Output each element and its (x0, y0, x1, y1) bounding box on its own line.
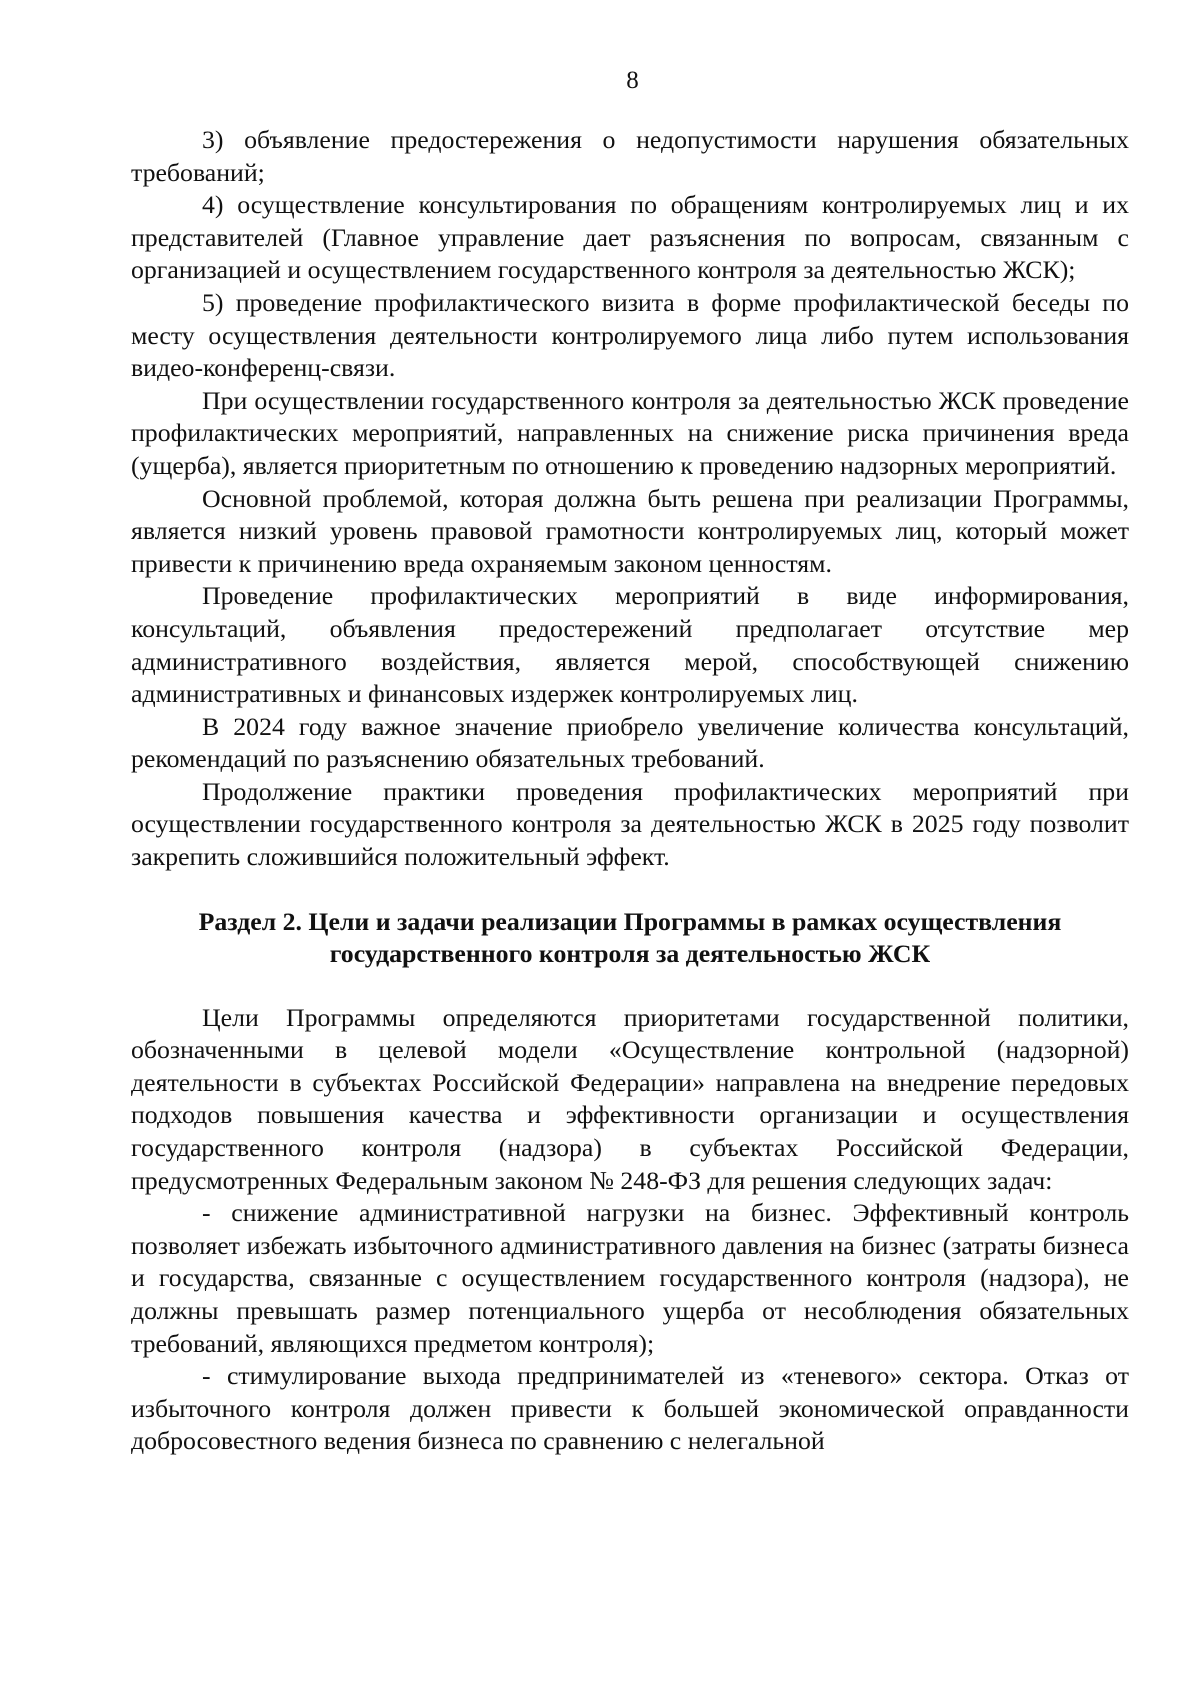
paragraph-item-5: 5) проведение профилактического визита в форме профилактической беседы по месту осуществления деятельности контролируемого лица либо путем использования видео-конференц-связи. (131, 287, 1129, 383)
section-heading (131, 906, 1129, 970)
section-heading-line-1: Раздел 2. Цели и задачи реализации Программы в рамках осуществления (198, 906, 1062, 936)
paragraph-task-shadow-sector: - стимулирование выхода предпринимателей из «теневого» сектора. Отказ от избыточного контроля должен привести к большей экономической оправданности добросовестного ведения бизнеса по сравнению с нелегальной (131, 1361, 1129, 1456)
paragraph-2025: Продолжение практики проведения профилактических мероприятий при осуществлении государственного контроля за деятельностью ЖСК в 2025 году позволит закрепить сложившийся положительный эффект. (131, 776, 1129, 872)
paragraph-item-4: 4) осуществление консультирования по обращениям контролируемых лиц и их представителей (Главное управление дает разъяснения по вопросам, связанным с организацией и осуществлением государственного контроля за деятельностью ЖСК); (131, 190, 1129, 285)
paragraph-main-problem: Основной проблемой, которая должна быть решена при реализации Программы, является низкий уровень правовой грамотности контролируемых лиц, который может привести к причинению вреда охраняемым законом ценностям. (131, 483, 1129, 578)
paragraph-task-admin-load: - снижение административной нагрузки на бизнес. Эффективный контроль позволяет избежать избыточного административного давления на бизнес (затраты бизнеса и государства, связанные с осуществлением государственного контроля (надзора), не должны превышать размер потенциального ущерба от несоблюдения обязательных требований, являющихся предметом контроля); (131, 1198, 1129, 1358)
paragraph-priority: При осуществлении государственного контроля за деятельностью ЖСК проведение профилактических мероприятий, направленных на снижение риска причинения вреда (ущерба), является приоритетным по отношению к проведению надзорных мероприятий. (131, 385, 1129, 480)
paragraph-goals: Цели Программы определяются приоритетами государственной политики, обозначенными в целевой модели «Осуществление контрольной (надзорной) деятельности в субъектах Российской Федерации» направлена на внедрение передовых подходов повышения качества и эффективности организации и осуществления государственного контроля (надзора) в субъектах Российской Федерации, предусмотренных Федеральным законом № 248-ФЗ для решения следующих задач: (131, 1002, 1129, 1195)
section-heading-line-2: государственного контроля за деятельностью ЖСК (329, 938, 931, 968)
paragraph-item-3: 3) объявление предостережения о недопустимости нарушения обязательных требований; (131, 125, 1129, 187)
document-body (131, 124, 1129, 1458)
page-number: 8 (626, 67, 639, 94)
paragraph-prevention-measures: Проведение профилактических мероприятий в виде информирования, консультаций, объявления предостережений предполагает отсутствие мер административного воздействия, является мерой, способствующей снижению административных и финансовых издержек контролируемых лиц. (131, 581, 1129, 709)
paragraph-2024: В 2024 году важное значение приобрело увеличение количества консультаций, рекомендаций по разъяснению обязательных требований. (131, 711, 1129, 774)
